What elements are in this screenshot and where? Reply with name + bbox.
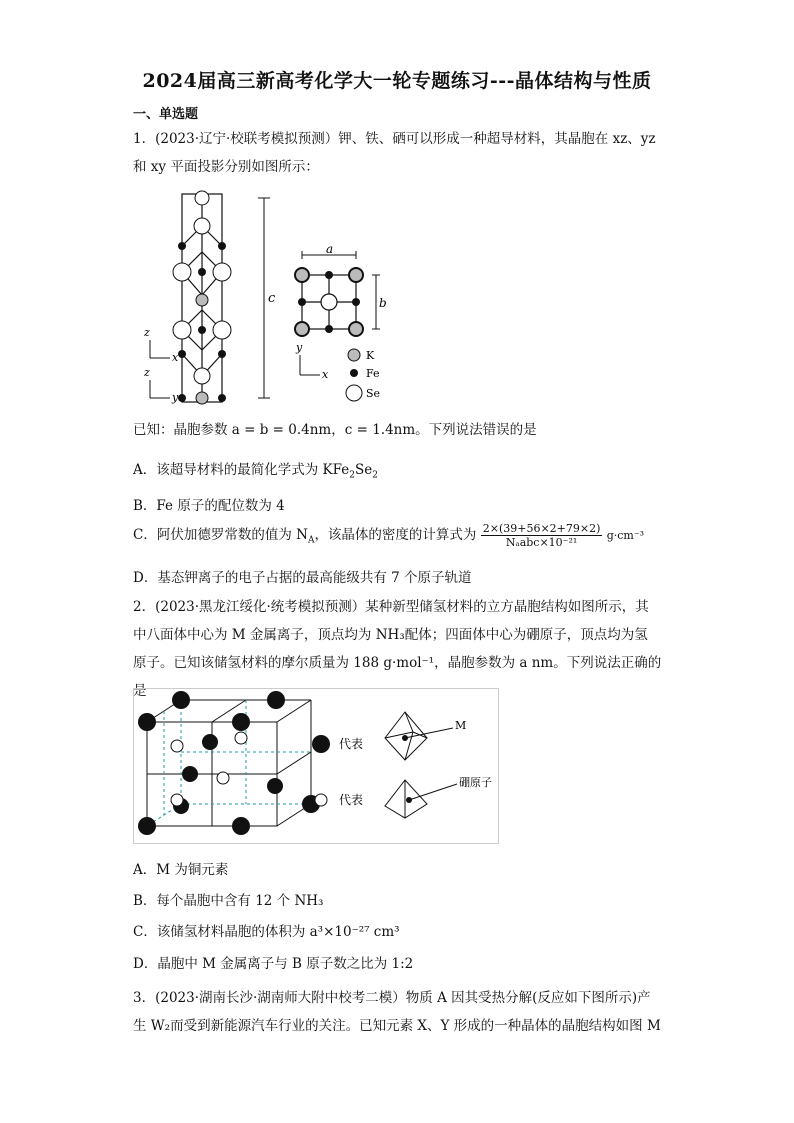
q1-stem [133,125,663,181]
legend-white-text: 代表 [339,793,364,807]
q1-option-d: D．基态钾离子的电子占据的最高能级共有 7 个原子轨道 [133,570,472,586]
label-c: c [268,291,276,306]
q2-option-b: B．每个晶胞中含有 12 个 NH₃ [133,893,324,909]
axis-x1: x [172,351,179,364]
tetrahedron-icon [385,780,457,818]
q2-option-c: C．该储氢材料晶胞的体积为 a³×10⁻²⁷ cm³ [133,924,400,940]
octahedron-icon [385,712,453,760]
q1-option-a: A．该超导材料的最简化学式为 $KFe_2Se_2$ [133,462,378,481]
document-title: 2024届高三新高考化学大一轮专题练习---晶体结构与性质 [142,70,652,92]
cube-frame [147,700,311,826]
axis-y2: y [296,341,303,354]
q1-option-c: C．阿伏加德罗常数的值为 $N_A$，该晶体的密度的计算式为 $\frac{2\times(39+56\times 2+79\times 2)}{\text{Nₐabc×10⁻²¹}}$ g·cm⁻³ [133,522,645,549]
q1-known: 已知：晶胞参数 a = b = 0.4nm，c = 1.4nm。下列说法错误的是 [133,422,537,438]
axis-x2: x [322,368,329,381]
q3-stem: 3．(2023·湖南长沙·湖南师大附中校考二模）物质 A 因其受热分解(反应如下图所示)产 生 W₂而受到新能源汽车行业的关注。已知元素 X、Y 形成的一种晶体的晶胞结构如图 M [133,990,661,1034]
legend-black-atom [312,735,330,753]
density-fraction: $\frac{2\times(39+56\times 2+79\times 2)}{\text{Nₐabc×10⁻²¹}}$ [482,522,601,549]
legend-white-atom [315,794,327,806]
axis-y1: y [172,391,179,404]
label-m: M [455,719,467,732]
q2-option-a: A．M 为铜元素 [133,862,229,878]
label-boron: 硼原子 [459,776,492,789]
q1-option-b: B．Fe 原子的配位数为 4 [133,498,285,514]
axis-z1: z [144,326,150,339]
black-atoms [138,691,320,835]
q1-stem-line2: 和 xy 平面投影分别如图所示： [133,159,319,175]
q2-stem: 2．(2023·黑龙江绥化·统考模拟预测）某种新型储氢材料的立方晶胞结构如图所示，其 中八面体中心为 M 金属离子，顶点均为 NH₃配体；四面体中心为硼原子，顶点均为氢 原子。已知该储氢材料的摩尔质量为 188 g·mol⁻¹，晶胞参数为 a nm。下列说法正确的是 [133,599,662,699]
label-a: a [326,245,334,256]
q1-stem-line1: 1．(2023·辽宁·校联考模拟预测）钾、铁、硒可以形成一种超导材料，其晶胞在 xz、yz [133,131,656,147]
legend-se: Se [366,387,381,400]
axis-z2: z [144,366,150,379]
label-b: b [379,296,387,310]
q1-legend [346,349,380,401]
legend-k: K [366,349,375,362]
section-heading: 一、单选题 [133,107,199,122]
q1-xz-yz-projection [140,190,290,410]
q2-option-d: D．晶胞中 M 金属离子与 B 原子数之比为 1:2 [133,956,414,972]
q2-crystal-figure [133,688,499,844]
legend-fe: Fe [366,367,380,380]
legend-black-text: 代表 [339,737,364,751]
q1-xy-projection [290,245,420,405]
